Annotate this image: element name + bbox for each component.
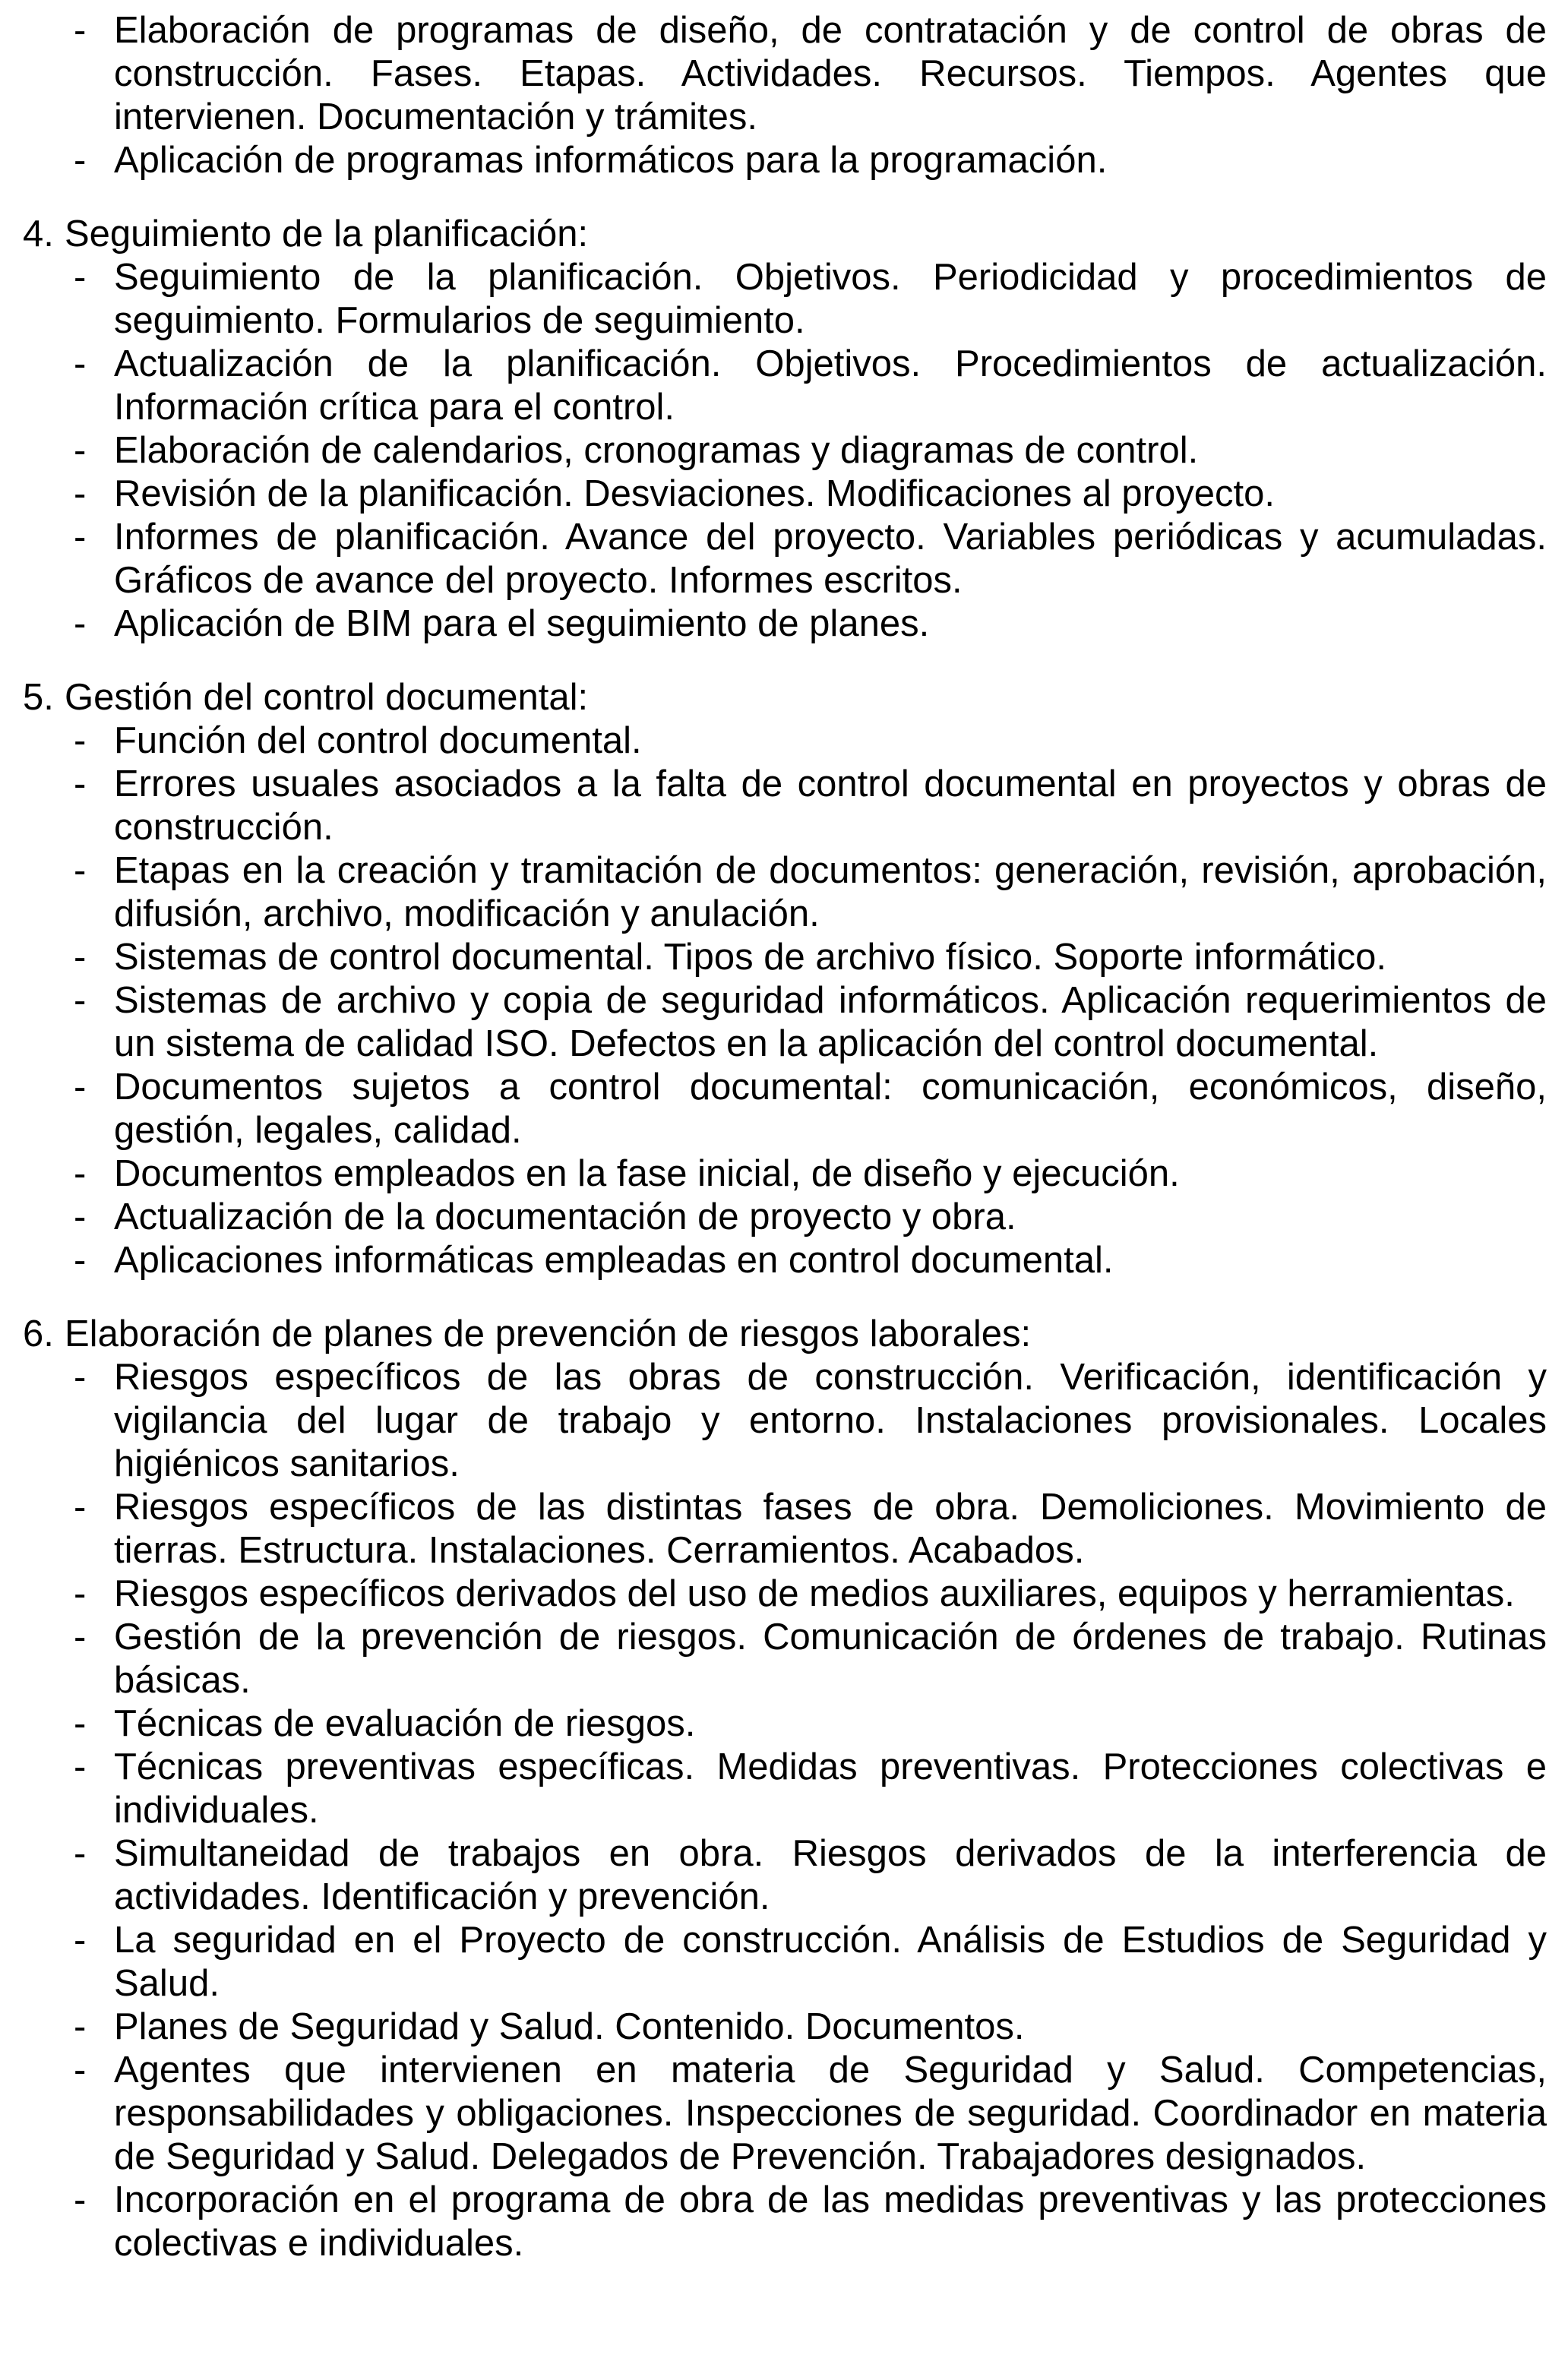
list-item [0,1239,1547,1282]
list-item [0,1356,1547,1486]
list-item [0,1702,1547,1746]
list-item [0,602,1547,646]
list-item [0,1066,1547,1152]
list-item [0,1196,1547,1239]
list-item [0,343,1547,429]
dash-marker: - [74,1153,87,1194]
list-item [0,256,1547,343]
section-heading [0,676,1568,719]
section-number: 4. [23,213,54,254]
list-item-text: Aplicación de programas informáticos para la programación. [114,140,1108,181]
dash-marker: - [74,1573,87,1614]
section [0,213,1568,646]
list-item [0,1746,1547,1832]
dash-marker: - [74,343,87,384]
list-item-text: Documentos sujetos a control documental: comunicación, económicos, diseño, gestión, legales, calidad. [114,1067,1547,1151]
list-item [0,139,1547,182]
dash-marker: - [74,1746,87,1787]
dash-marker: - [74,1617,87,1658]
list-item-text: Documentos empleados en la fase inicial, de diseño y ejecución. [114,1153,1180,1194]
dash-marker: - [74,473,87,514]
list-item [0,2005,1547,2049]
list-item [0,1832,1547,1919]
list-item [0,719,1547,763]
dash-marker: - [74,10,87,51]
list-item-text: Sistemas de archivo y copia de seguridad informáticos. Aplicación requerimientos de un sistema de calidad ISO. Defectos en la aplicación del control documental. [114,980,1547,1064]
section-title: Elaboración de planes de prevención de riesgos laborales: [65,1313,1032,1354]
list-item [0,2049,1547,2179]
list-item [0,1486,1547,1572]
list-item [0,1152,1547,1196]
list-item [0,1919,1547,2005]
list-item-text: Agentes que intervienen en materia de Seguridad y Salud. Competencias, responsabilidades y obligaciones. Inspecciones de seguridad. Coordinador en materia de Seguridad y Salud. Delegados de Prevención. Trabajadores designados. [114,2050,1547,2177]
dash-marker: - [74,1240,87,1281]
list-item-text: Errores usuales asociados a la falta de control documental en proyectos y obras de construcción. [114,763,1547,848]
dash-marker: - [74,1920,87,1961]
list-item [0,936,1547,979]
section-heading [0,213,1568,256]
dash-marker: - [74,763,87,804]
list-item-text: Etapas en la creación y tramitación de documentos: generación, revisión, aprobación, difusión, archivo, modificación y anulación. [114,850,1547,934]
list-item-text: Aplicaciones informáticas empleadas en control documental. [114,1240,1114,1281]
list-item [0,1572,1547,1616]
list-item [0,2179,1547,2265]
list-item-text: Riesgos específicos de las obras de construcción. Verificación, identificación y vigilancia del lugar de trabajo y entorno. Instalaciones provisionales. Locales higiénicos sanitarios. [114,1357,1547,1484]
dash-marker: - [74,1833,87,1874]
section [0,676,1568,1282]
section-title: Gestión del control documental: [65,677,589,718]
list-item-text: Elaboración de programas de diseño, de contratación y de control de obras de construcción. Fases. Etapas. Actividades. Recursos. Tiempos. Agentes que intervienen. Documentación y trámites. [114,10,1547,137]
list-item [0,1616,1547,1702]
list-item-text: Gestión de la prevención de riesgos. Comunicación de órdenes de trabajo. Rutinas básicas. [114,1617,1547,1701]
dash-marker: - [74,850,87,891]
section-number: 5. [23,677,54,718]
list-item-text: Riesgos específicos derivados del uso de medios auxiliares, equipos y herramientas. [114,1573,1515,1614]
dash-marker: - [74,257,87,298]
list-item-text: Aplicación de BIM para el seguimiento de planes. [114,603,930,644]
list-item-text: Función del control documental. [114,720,642,761]
list-item [0,979,1547,1066]
dash-marker: - [74,1487,87,1528]
list-item-text: Informes de planificación. Avance del proyecto. Variables periódicas y acumuladas. Gráficos de avance del proyecto. Informes escritos. [114,517,1547,601]
list-item-text: Técnicas preventivas específicas. Medidas preventivas. Protecciones colectivas e individuales. [114,1746,1547,1831]
section-title: Seguimiento de la planificación: [65,213,589,254]
dash-marker: - [74,1067,87,1108]
list-continuation [0,9,1568,182]
list-item-text: Simultaneidad de trabajos en obra. Riesgos derivados de la interferencia de actividades. Identificación y prevención. [114,1833,1547,1917]
list-item-text: La seguridad en el Proyecto de construcción. Análisis de Estudios de Seguridad y Salud. [114,1920,1547,2004]
list-item-text: Actualización de la documentación de proyecto y obra. [114,1196,1016,1237]
dash-marker: - [74,937,87,978]
dash-marker: - [74,1703,87,1744]
section-heading [0,1313,1568,1356]
list-item [0,473,1547,516]
list-item-text: Seguimiento de la planificación. Objetivos. Periodicidad y procedimientos de seguimiento. Formularios de seguimiento. [114,257,1547,341]
dash-marker: - [74,517,87,558]
dash-marker: - [74,430,87,471]
dash-marker: - [74,1196,87,1237]
list-item-text: Técnicas de evaluación de riesgos. [114,1703,696,1744]
list-item-text: Elaboración de calendarios, cronogramas y diagramas de control. [114,430,1199,471]
dash-marker: - [74,720,87,761]
dash-marker: - [74,980,87,1021]
list-item [0,849,1547,936]
section-number: 6. [23,1313,54,1354]
list-item [0,516,1547,602]
list-item [0,429,1547,473]
dash-marker: - [74,2050,87,2091]
list-item [0,9,1547,139]
dash-marker: - [74,603,87,644]
list-item-text: Riesgos específicos de las distintas fases de obra. Demoliciones. Movimiento de tierras. Estructura. Instalaciones. Cerramientos. Acabados. [114,1487,1547,1571]
dash-marker: - [74,140,87,181]
list-item-text: Actualización de la planificación. Objetivos. Procedimientos de actualización. Información crítica para el control. [114,343,1547,428]
list-item-text: Sistemas de control documental. Tipos de archivo físico. Soporte informático. [114,937,1386,978]
list-item-text: Incorporación en el programa de obra de las medidas preventivas y las protecciones colectivas e individuales. [114,2179,1547,2264]
document-body [0,9,1568,2265]
dash-marker: - [74,2179,87,2220]
section [0,1313,1568,2265]
list-item [0,763,1547,849]
list-item-text: Revisión de la planificación. Desviaciones. Modificaciones al proyecto. [114,473,1275,514]
list-item-text: Planes de Seguridad y Salud. Contenido. Documentos. [114,2006,1025,2047]
dash-marker: - [74,1357,87,1398]
dash-marker: - [74,2006,87,2047]
